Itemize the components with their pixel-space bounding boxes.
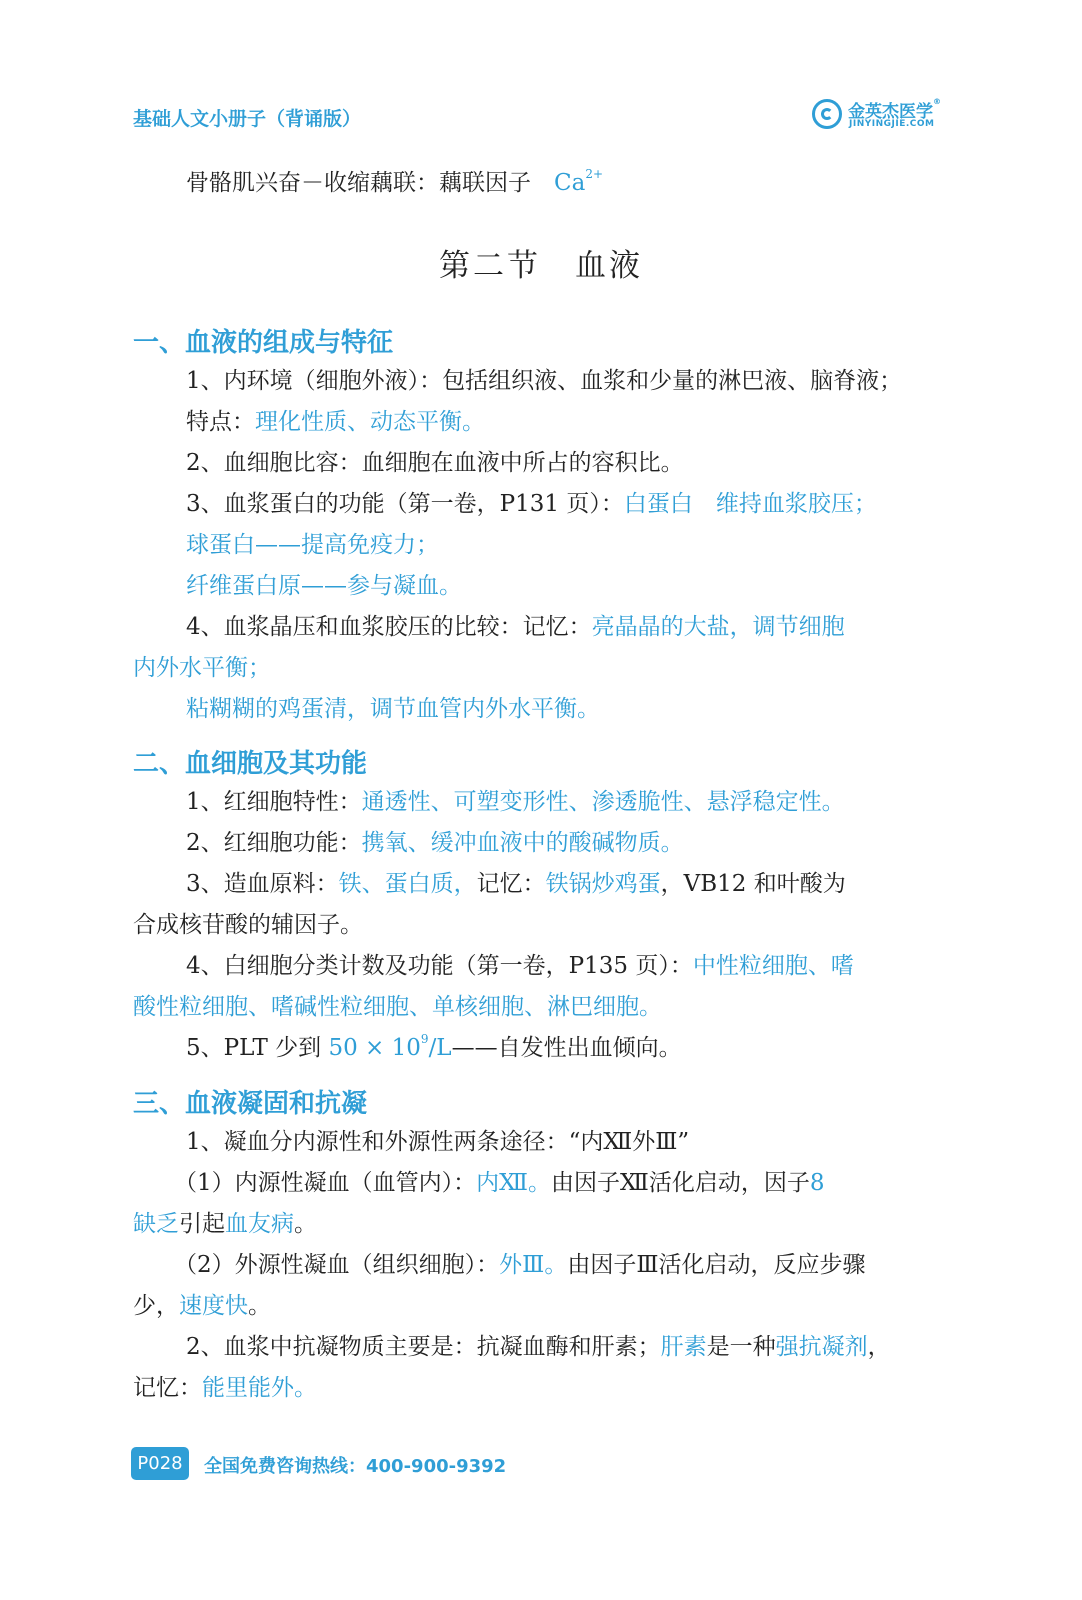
section-title: 第二节 血液 <box>439 248 643 284</box>
s3-line1: 1、凝血分内源性和外源性两条途径：“内Ⅻ外Ⅲ” <box>186 1129 690 1155</box>
header-book-title: 基础人文小册子（背诵版） <box>133 108 362 130</box>
footer-hotline: 全国免费咨询热线：400-900-9392 <box>204 1456 507 1477</box>
s2-line5: 4、白细胞分类计数及功能（第一卷，P135 页）：中性粒细胞、嗜 <box>186 953 854 979</box>
s2-line3: 3、造血原料：铁、蛋白质，记忆：铁锅炒鸡蛋，VB12 和叶酸为 <box>186 871 846 897</box>
s1-line8: 内外水平衡； <box>133 655 271 681</box>
s2-line2: 2、红细胞功能：携氧、缓冲血液中的酸碱物质。 <box>186 830 684 856</box>
s1-line5: 球蛋白——提高免疫力； <box>186 532 439 558</box>
logo-text: 金英杰医学® <box>848 97 941 122</box>
s2-line1: 1、红细胞特性：通透性、可塑变形性、渗透脆性、悬浮稳定性。 <box>186 789 845 815</box>
s3-line4: （2）外源性凝血（组织细胞）：外Ⅲ。由因子Ⅲ活化启动，反应步骤 <box>174 1252 866 1278</box>
s2-line6: 酸性粒细胞、嗜碱性粒细胞、单核细胞、淋巴细胞。 <box>133 994 662 1020</box>
brand-logo <box>812 97 962 133</box>
s3-line2: （1）内源性凝血（血管内）：内Ⅻ。由因子Ⅻ活化启动，因子8 <box>174 1170 825 1196</box>
s2-line4: 合成核苷酸的辅因子。 <box>133 912 363 938</box>
s1-line3: 2、血细胞比容：血细胞在血液中所占的容积比。 <box>186 450 684 476</box>
page-number-badge: P028 <box>131 1447 189 1480</box>
s1-line1: 1、内环境（细胞外液）：包括组织液、血浆和少量的淋巴液、脑脊液； <box>186 368 903 394</box>
s1-line9: 粘糊糊的鸡蛋清，调节血管内外水平衡。 <box>186 696 600 722</box>
logo-url: JINYINGJIE.COM <box>849 119 935 129</box>
s3-line7: 记忆：能里能外。 <box>133 1375 317 1401</box>
s1-line4: 3、血浆蛋白的功能（第一卷，P131 页）：白蛋白 维持血浆胶压； <box>186 491 877 517</box>
s2-line7: 5、PLT 少到 $50 \times 10^9/L——$自发性出血倾向。 <box>186 1032 682 1061</box>
s1-line2: 特点：理化性质、动态平衡。 <box>186 409 485 435</box>
heading-coagulation: 三、血液凝固和抗凝 <box>133 1089 368 1119</box>
heading-blood-composition: 一、血液的组成与特征 <box>133 328 394 358</box>
logo-icon <box>812 99 842 129</box>
s1-line6: 纤维蛋白原——参与凝血。 <box>186 573 462 599</box>
intro-line: 骨骼肌兴奋－收缩藕联：藕联因子 $Ca^{2+}$ <box>186 167 604 196</box>
s1-line7: 4、血浆晶压和血浆胶压的比较：记忆：亮晶晶的大盐，调节细胞 <box>186 614 845 640</box>
s3-line5: 少，速度快。 <box>133 1293 271 1319</box>
s3-line3: 缺乏引起血友病。 <box>133 1211 317 1237</box>
s3-line6: 2、血浆中抗凝物质主要是：抗凝血酶和肝素；肝素是一种强抗凝剂， <box>186 1334 891 1360</box>
heading-blood-cells: 二、血细胞及其功能 <box>133 749 368 779</box>
